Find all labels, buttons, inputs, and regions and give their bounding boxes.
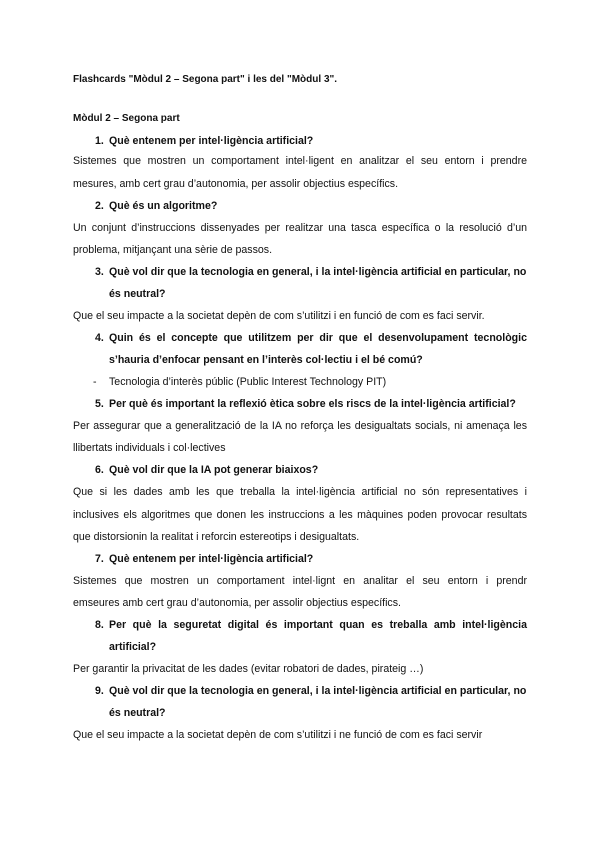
answer-line: que distorsionin la realitat i reforcin estereotips i desigualtats.	[73, 531, 360, 543]
question-number: 5.	[95, 398, 104, 410]
bullet-dash: -	[93, 376, 97, 388]
question-text-cont: artificial?	[109, 641, 157, 653]
answer-line: Sistemes que mostren un comportament intel·lignt en analitar el seu entorn i prendr	[73, 575, 527, 587]
question-text-cont: és neutral?	[109, 707, 166, 719]
answer-line: llibertats individuals i col·lectives	[73, 442, 226, 454]
answer-line: Que el seu impacte a la societat depèn de com s’utilitzi i en funció de com es faci servir.	[73, 310, 485, 322]
answer-line: problema, mitjançant una sèrie de passos.	[73, 244, 273, 256]
question-number: 7.	[95, 553, 104, 565]
question-text: Quin és el concepte que utilitzem per dir que el desenvolupament tecnològic	[109, 332, 527, 344]
answer-line: Que si les dades amb les que treballa la intel·ligència artificial no són representatives i	[73, 486, 527, 498]
question-number: 1.	[95, 135, 104, 147]
question-number: 6.	[95, 464, 104, 476]
answer-line: Un conjunt d’instruccions dissenyades per realitzar una tasca específica o la resolució d’un	[73, 222, 527, 234]
question-number: 8.	[95, 619, 104, 631]
answer-line: emseures amb cert grau d’autonomia, per assolir objectius específics.	[73, 597, 401, 609]
answer-line: Que el seu impacte a la societat depèn de com s’utilitzi i ne funció de com es faci servir	[73, 729, 483, 741]
question-text: Què vol dir que la tecnologia en general, i la intel·ligència artificial en particular, no	[109, 685, 527, 697]
document-header: Flashcards "Mòdul 2 – Segona part" i les del "Mòdul 3".	[73, 74, 338, 85]
question-text: Per què és important la reflexió ètica sobre els riscs de la intel·ligència artificial?	[109, 398, 516, 410]
question-number: 3.	[95, 266, 104, 278]
question-number: 2.	[95, 200, 104, 212]
answer-line: Per garantir la privacitat de les dades (evitar robatori de dades, pirateig …)	[73, 663, 424, 675]
bullet-text: Tecnologia d’interès públic (Public Interest Technology PIT)	[109, 376, 387, 388]
answer-line: inclusives els algoritmes que donen les instruccions a les màquines poden provocar resultats	[73, 509, 527, 521]
question-text: Per què la seguretat digital és important quan es treballa amb intel·ligència	[109, 619, 527, 631]
answer-line: Sistemes que mostren un comportament intel·ligent en analitzar el seu entorn i prendre	[73, 155, 527, 167]
question-text: Què vol dir que la IA pot generar biaixos?	[109, 464, 319, 476]
question-text-cont: és neutral?	[109, 288, 166, 300]
answer-line: Per assegurar que a generalització de la IA no reforça les desigualtats socials, ni amenaça les	[73, 420, 527, 432]
question-number: 9.	[95, 685, 104, 697]
question-text: Què és un algoritme?	[109, 200, 218, 212]
answer-line: mesures, amb cert grau d’autonomia, per assolir objectius específics.	[73, 178, 399, 190]
question-number: 4.	[95, 332, 104, 344]
section-title: Mòdul 2 – Segona part	[73, 113, 180, 124]
question-text: Què vol dir que la tecnologia en general, i la intel·ligència artificial en particular, no	[109, 266, 527, 278]
question-text-cont: s’hauria d’enfocar pensant en l’interès col·lectiu i el bé comú?	[109, 354, 423, 366]
question-text: Què entenem per intel·ligència artificial?	[109, 135, 314, 147]
question-text: Què entenem per intel·ligència artificial?	[109, 553, 314, 565]
